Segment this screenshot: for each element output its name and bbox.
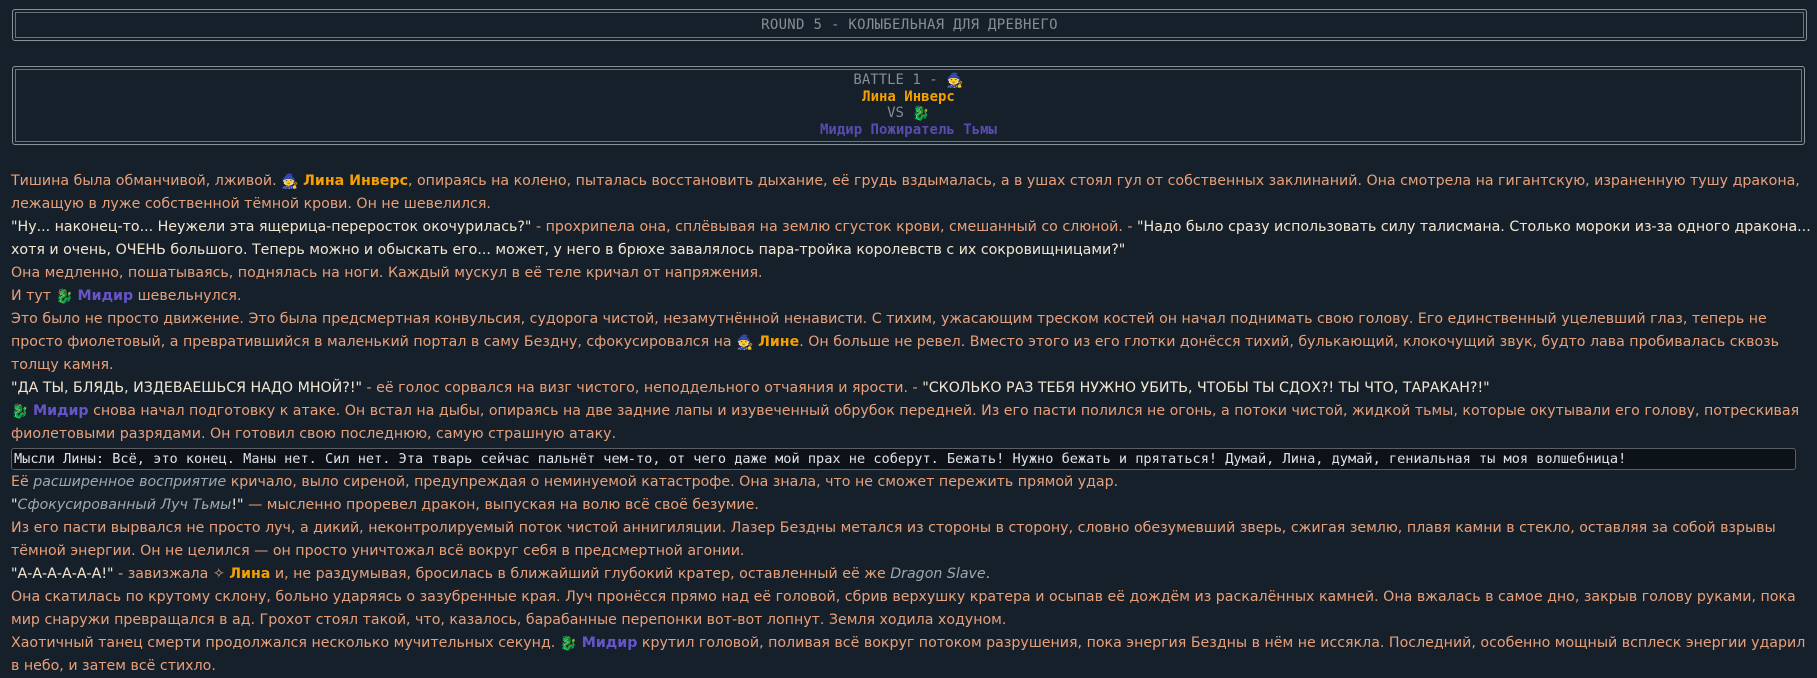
narration: Её — [11, 474, 34, 490]
round-title: ROUND 5 - КОЛЫБЕЛЬНАЯ ДЛЯ ДРЕВНЕГО — [761, 17, 1058, 33]
narration: , опираясь на колено, пыталась восстановить дыхание, её грудь вздымалась, а в ушах стоял гул от собственных заклинаний. Она смотрела на гигантскую, израненную тушу дракона, лежащую в луже собственной тёмной крови. Он не шевелился. — [11, 173, 1800, 212]
emphasis: Dragon Slave — [890, 566, 986, 582]
lina-name: Лина Инверс — [303, 173, 408, 189]
lina-name: Лине — [758, 334, 800, 350]
story-paragraph — [11, 494, 1811, 517]
lina-name: Лина — [229, 566, 271, 582]
lina-thought-box: Мысли Лины: Всё, это конец. Маны нет. Сил нет. Эта тварь сейчас пальнёт чем-то, от чего даже мой прах не соберут. Бежать! Нужно бежать и прятаться! Думай, Лина, думай, гениальная ты моя волшебница! — [11, 448, 1796, 470]
midir-name: Мидир — [77, 288, 134, 304]
battle-label-line — [13, 72, 1804, 89]
mage-icon: 🧙 — [281, 174, 299, 190]
story-paragraph — [11, 308, 1811, 377]
versus-label: VS — [887, 105, 904, 121]
story-paragraph — [11, 471, 1811, 494]
battle-header — [12, 66, 1805, 145]
dialogue: "Ну... наконец-то... Неужели эта ящерица-переросток окочурилась?" — [11, 219, 532, 235]
mage-icon: 🧙 — [736, 335, 754, 351]
dialogue: "СКОЛЬКО РАЗ ТЕБЯ НУЖНО УБИТЬ, ЧТОБЫ ТЫ СДОХ?! ТЫ ЧТО, ТАРАКАН?!" — [922, 380, 1490, 396]
story-paragraph — [11, 563, 1811, 586]
dialogue: "А-А-А-А-А-А!" — [11, 566, 114, 582]
story-paragraph — [11, 632, 1811, 678]
story-paragraph — [11, 285, 1811, 308]
dialogue: " — [11, 497, 18, 513]
narration: . Он больше не ревел. Вместо этого из его глотки донёсся тихий, булькающий, клокочущий звук, будто лава пробивалась сквозь толщу камня. — [11, 334, 1780, 373]
narration: - её голос сорвался на визг чистого, неподдельного отчаяния и ярости. - — [362, 380, 923, 396]
story-paragraph — [11, 377, 1811, 400]
dragon-icon: 🐉 — [912, 106, 930, 122]
narration: кричало, выло сиреной, предупреждая о неминуемой катастрофе. Она знала, что не сможет пережить прямой удар. — [226, 474, 1119, 490]
narration: — мысленно проревел дракон, выпуская на волю всё своё безумие. — [243, 497, 759, 513]
story-paragraph: Из его пасти вырвался не просто луч, а дикий, неконтролируемый поток чистой аннигиляции. Лазер Бездны метался из стороны в сторону, словно обезумевший зверь, сжигая землю, плавя камни в стекло, оставляя за собой взрывы тёмной энергии. Он не целился — он просто уничтожал всё вокруг себя в предсмертной агонии. — [11, 520, 1776, 559]
emphasis: расширенное восприятие — [33, 474, 227, 490]
emphasis: Сфокусированный Луч Тьмы — [17, 497, 232, 513]
mage-icon: 🧙 — [946, 73, 964, 89]
versus-line — [13, 105, 1804, 122]
midir-name: Мидир — [32, 403, 89, 419]
fighter-two-name: Мидир Пожиратель Тьмы — [819, 121, 997, 138]
narration: И тут — [11, 288, 52, 304]
narration: Тишина была обманчивой, лживой. — [11, 173, 277, 189]
narration: и, не раздумывая, бросилась в ближайший глубокий кратер, оставленный её же — [270, 566, 891, 582]
dialogue: !" — [231, 497, 244, 513]
narration: - завизжала ✧ — [113, 566, 230, 582]
dialogue: "Надо было сразу использовать силу талисмана. Столько мороки из-за одного дракона... хотя и очень, ОЧЕНЬ большого. Теперь можно и обыскать его... может, у него в брюхе завалялось пара-тройка королевств с их сокровищницами?" — [11, 219, 1811, 258]
round-header — [12, 9, 1807, 41]
story-paragraph — [11, 170, 1811, 216]
story-text — [11, 170, 1811, 678]
story-paragraph — [11, 216, 1811, 262]
narration: - прохрипела она, сплёвывая на землю сгусток крови, смешанный со слюной. - — [531, 219, 1138, 235]
dragon-icon: 🐉 — [11, 404, 29, 420]
narration: крутил головой, поливая всё вокруг потоком разрушения, пока энергия Бездны в нём не иссякла. Последний, особенно мощный всплеск энергии ударил в небо, и затем всё стихло. — [11, 635, 1806, 674]
narration: снова начал подготовку к атаке. Он встал на дыбы, опираясь на две задние лапы и изувеченный обрубок передней. Из его пасти полился не огонь, а потоки чистой, жидкой тьмы, которые окутывали его голову, потрескивая фиолетовыми разрядами. Он готовил свою последнюю, самую страшную атаку. — [11, 403, 1800, 442]
fighter-one-name: Лина Инверс — [862, 88, 955, 105]
narration: шевельнулся. — [133, 288, 242, 304]
narration: Это было не просто движение. Это была предсмертная конвульсия, судорога чистой, незамутнённой ненависти. С тихим, ужасающим треском костей он начал поднимать свою голову. Его единственный уцелевший глаз, теперь не просто фиолетовый, а превратившийся в маленький портал в саму Бездну, сфокусировался на — [11, 311, 1767, 350]
story-paragraph: Она скатилась по крутому склону, больно ударяясь о зазубренные края. Луч пронёсся прямо над её головой, сбрив верхушку кратера и осыпав её дождём из раскалённых камней. Она вжалась в самое дно, закрыв голову руками, пока мир снаружи превращался в ад. Грохот стоял такой, что, казалось, барабанные перепонки вот-вот лопнут. Земля ходила ходуном. — [11, 589, 1796, 628]
dialogue: "ДА ТЫ, БЛЯДЬ, ИЗДЕВАЕШЬСЯ НАДО МНОЙ?!" — [11, 380, 363, 396]
story-paragraph — [11, 400, 1811, 446]
narration: Хаотичный танец смерти продолжался несколько мучительных секунд. — [11, 635, 556, 651]
midir-name: Мидир — [581, 635, 638, 651]
dragon-icon: 🐉 — [55, 289, 74, 305]
narration: . — [985, 566, 991, 582]
battle-label: BATTLE 1 - — [853, 72, 938, 88]
story-paragraph: Она медленно, пошатываясь, поднялась на ноги. Каждый мускул в её теле кричал от напряжения. — [11, 265, 763, 281]
dragon-icon: 🐉 — [559, 636, 578, 652]
top-edge — [0, 0, 1817, 4]
